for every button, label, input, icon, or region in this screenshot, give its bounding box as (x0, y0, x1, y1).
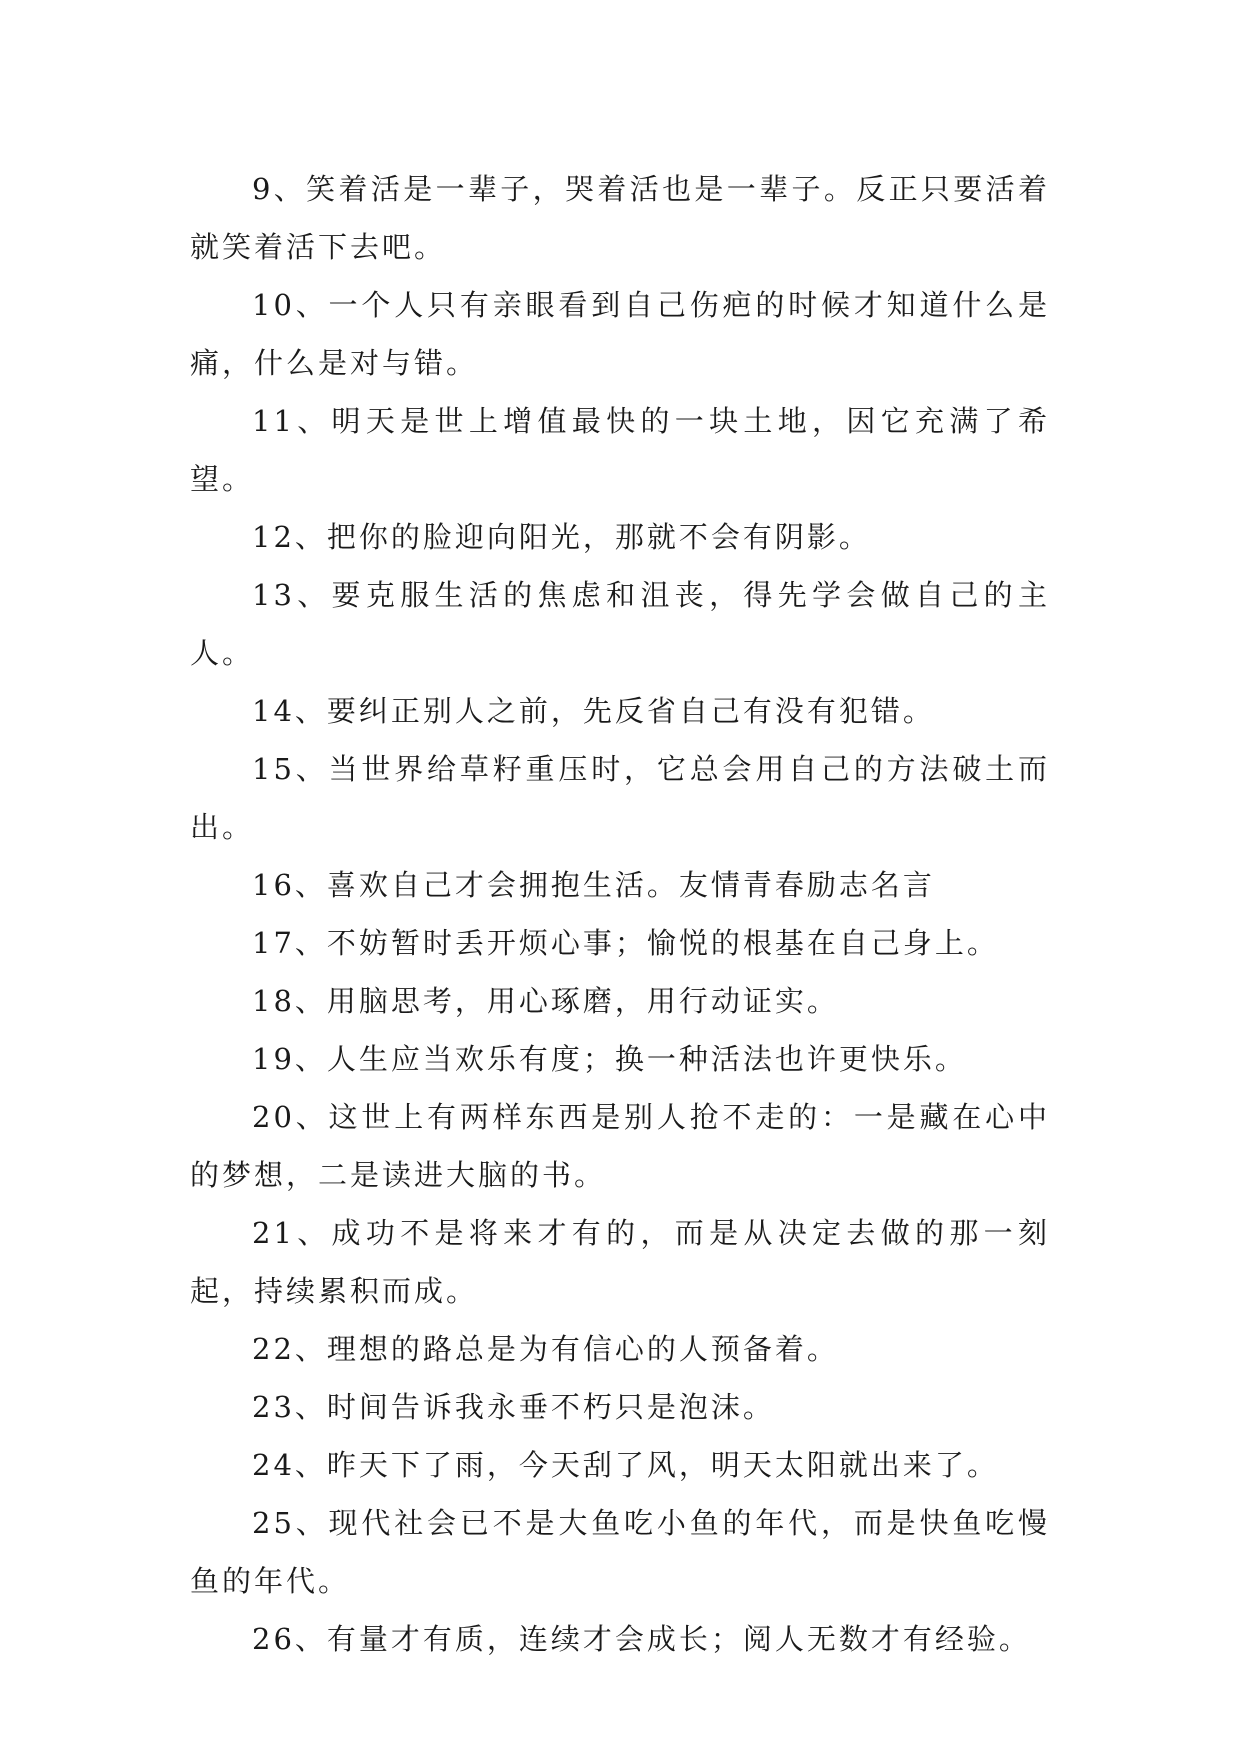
quote-paragraph: 26、有量才有质，连续才会成长；阅人无数才有经验。 (252, 1622, 1031, 1656)
quote-paragraph: 24、昨天下了雨，今天刮了风，明天太阳就出来了。 (252, 1448, 999, 1482)
quote-paragraph: 25、现代社会已不是大鱼吃小鱼的年代，而是快鱼吃慢鱼的年代。 (190, 1506, 1050, 1598)
quote-paragraph: 22、理想的路总是为有信心的人预备着。 (252, 1332, 839, 1366)
quote-paragraph: 13、要克服生活的焦虑和沮丧，得先学会做自己的主人。 (190, 578, 1050, 670)
quote-paragraph: 15、当世界给草籽重压时，它总会用自己的方法破土而出。 (190, 752, 1050, 844)
quote-paragraph: 17、不妨暂时丢开烦心事；愉悦的根基在自己身上。 (252, 926, 999, 960)
quote-paragraph: 11、明天是世上增值最快的一块土地，因它充满了希望。 (190, 404, 1050, 496)
quote-paragraph: 23、时间告诉我永垂不朽只是泡沫。 (252, 1390, 775, 1424)
quote-paragraph: 10、一个人只有亲眼看到自己伤疤的时候才知道什么是痛，什么是对与错。 (190, 288, 1050, 380)
quote-paragraph: 16、喜欢自己才会拥抱生活。友情青春励志名言 (252, 868, 935, 902)
document-body (190, 160, 1050, 1668)
quote-paragraph: 18、用脑思考，用心琢磨，用行动证实。 (252, 984, 839, 1018)
quote-paragraph: 14、要纠正别人之前，先反省自己有没有犯错。 (252, 694, 935, 728)
quote-paragraph: 9、笑着活是一辈子，哭着活也是一辈子。反正只要活着就笑着活下去吧。 (190, 172, 1050, 264)
quote-paragraph: 12、把你的脸迎向阳光，那就不会有阴影。 (252, 520, 871, 554)
quote-paragraph: 20、这世上有两样东西是别人抢不走的：一是藏在心中的梦想，二是读进大脑的书。 (190, 1100, 1050, 1192)
quote-paragraph: 19、人生应当欢乐有度；换一种活法也许更快乐。 (252, 1042, 967, 1076)
quote-paragraph: 21、成功不是将来才有的，而是从决定去做的那一刻起，持续累积而成。 (190, 1216, 1050, 1308)
